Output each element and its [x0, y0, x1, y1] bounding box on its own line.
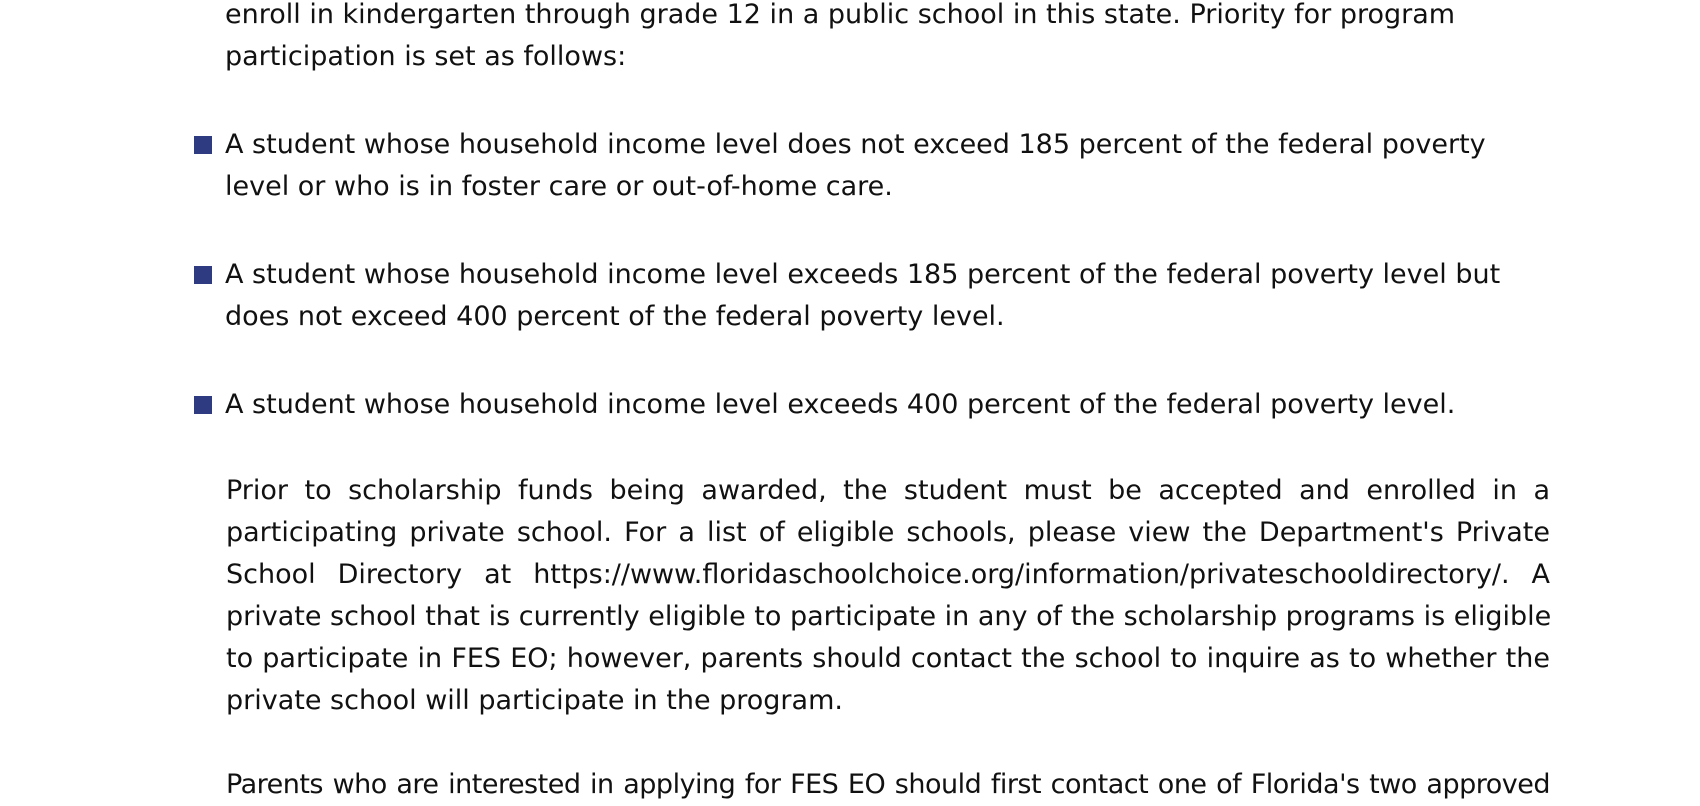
priority-item-2-line-1: A student whose household income level exceeds 185 percent of the federal poverty level but — [225, 259, 1501, 290]
priority-item-2-line-2: does not exceed 400 percent of the federal poverty level. — [225, 301, 1005, 332]
priority-item-1-line-1: A student whose household income level does not exceed 185 percent of the federal poverty — [225, 129, 1486, 160]
square-bullet-icon — [194, 396, 212, 414]
scholarship-paragraph-line-6: private school will participate in the program. — [226, 685, 843, 716]
square-bullet-icon — [194, 266, 212, 284]
application-paragraph-line-1: Parents who are interested in applying for FES EO should first contact one of Florida's two approved — [226, 769, 1550, 800]
scholarship-paragraph-line-3: School Directory at https://www.floridaschoolchoice.org/information/privateschooldirectory/. A — [226, 559, 1550, 590]
scholarship-paragraph-line-2: participating private school. For a list of eligible schools, please view the Department's Private — [226, 517, 1550, 548]
square-bullet-icon — [194, 136, 212, 154]
intro-line-2: participation is set as follows: — [225, 41, 627, 72]
scholarship-paragraph-line-5: to participate in FES EO; however, parents should contact the school to inquire as to whether the — [226, 643, 1550, 674]
priority-item-1-line-2: level or who is in foster care or out-of-home care. — [225, 171, 893, 202]
priority-item-3-line-1: A student whose household income level exceeds 400 percent of the federal poverty level. — [225, 389, 1456, 420]
scholarship-paragraph-line-1: Prior to scholarship funds being awarded, the student must be accepted and enrolled in a — [226, 475, 1550, 506]
intro-line-1: enroll in kindergarten through grade 12 in a public school in this state. Priority for program — [225, 0, 1456, 30]
scholarship-paragraph-line-4: private school that is currently eligible to participate in any of the scholarship programs is eligible — [226, 601, 1552, 632]
